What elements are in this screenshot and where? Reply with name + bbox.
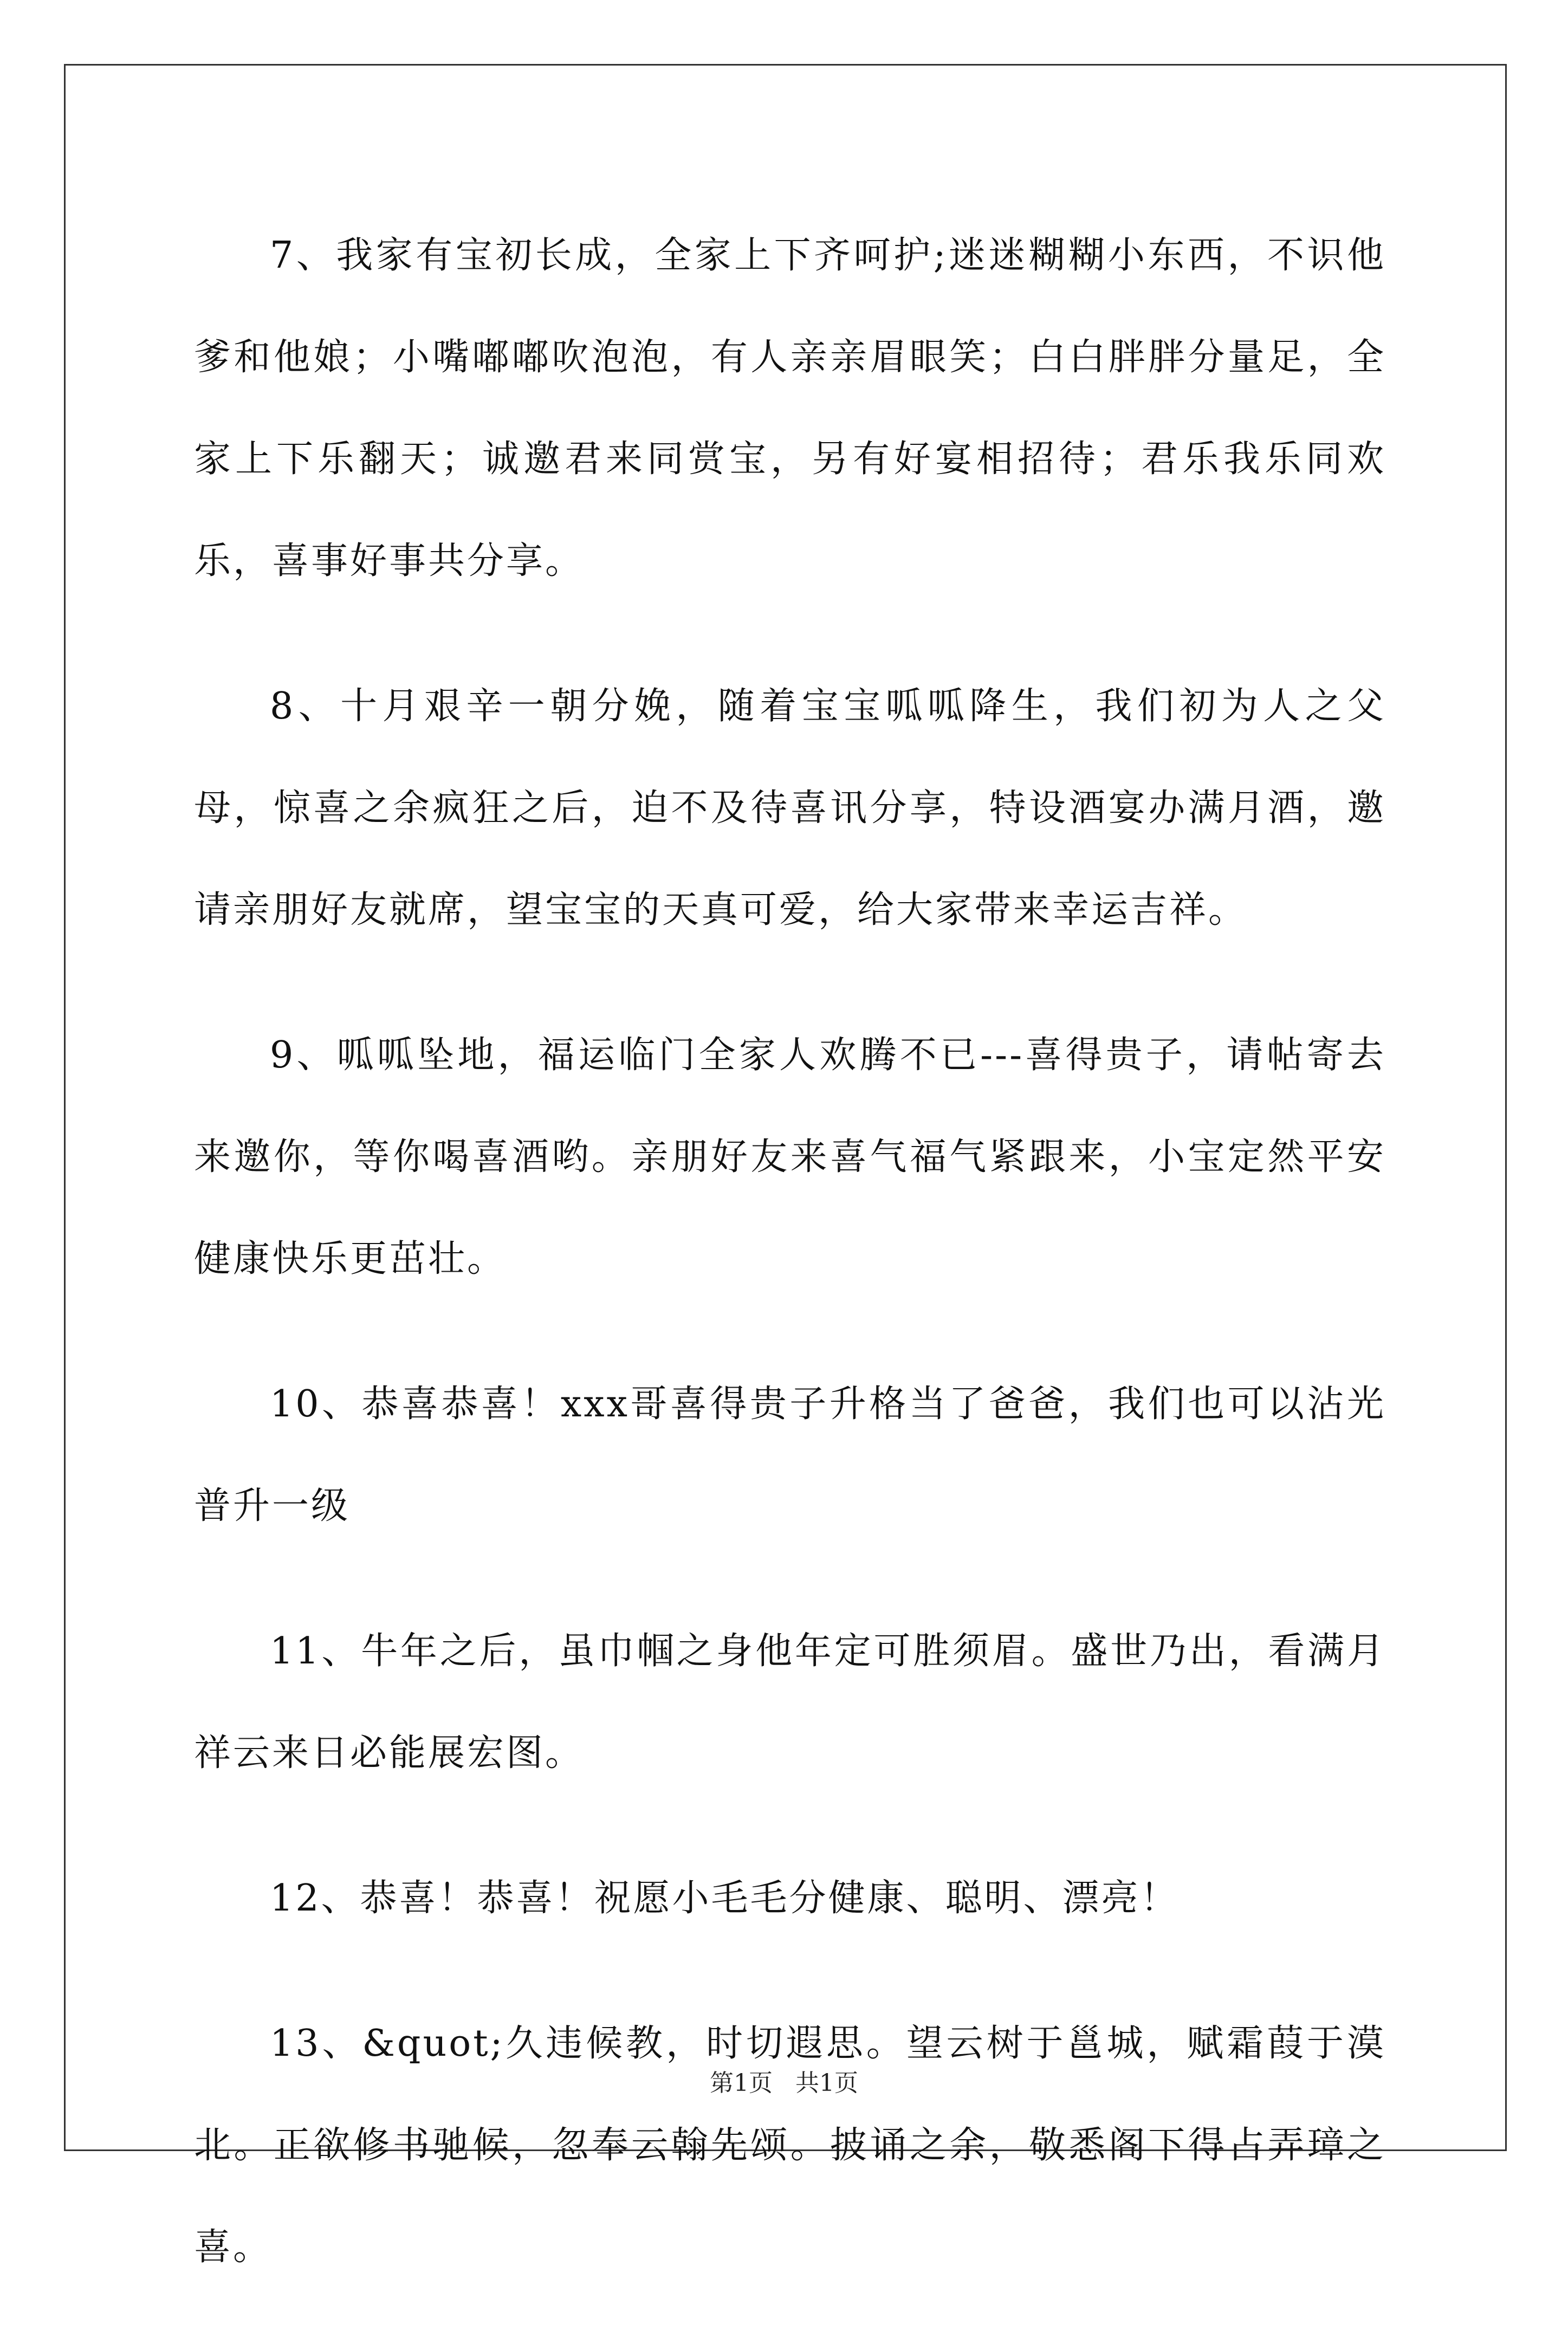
page-footer	[0, 2063, 1568, 2098]
paragraph-12: 12、恭喜！恭喜！祝愿小毛毛分健康、聪明、漂亮！	[270, 1877, 1180, 1920]
paragraph-7: 7、我家有宝初长成，全家上下齐呵护;迷迷糊糊小东西，不识他爹和他娘；小嘴嘟嘟吹泡泡，有人亲亲眉眼笑；白白胖胖分量足，全家上下乐翻天；诚邀君来同赏宝，另有好宴相招待；君乐我乐同欢乐，喜事好事共分享。	[194, 234, 1386, 582]
paragraph-10: 10、恭喜恭喜！xxx哥喜得贵子升格当了爸爸，我们也可以沾光普升一级	[194, 1383, 1386, 1527]
paragraph-8: 8、十月艰辛一朝分娩，随着宝宝呱呱降生，我们初为人之父母，惊喜之余疯狂之后，迫不及待喜讯分享，特设酒宴办满月酒，邀请亲朋好友就席，望宝宝的天真可爱，给大家带来幸运吉祥。	[194, 685, 1386, 931]
page-total: 共1页	[795, 2069, 858, 2097]
paragraph-11: 11、牛年之后，虽巾帼之身他年定可胜须眉。盛世乃出，看满月祥云来日必能展宏图。	[194, 1630, 1386, 1775]
page-number: 第1页	[710, 2069, 773, 2097]
paragraph-13: 13、&quot;久违候教，时切遐思。望云树于邕城，赋霜葭于漠北。正欲修书驰候，忽奉云翰先颂。披诵之余，敬悉阁下得占弄璋之喜。	[194, 2022, 1386, 2269]
paragraph-9: 9、呱呱坠地，福运临门全家人欢腾不已---喜得贵子，请帖寄去来邀你，等你喝喜酒哟。亲朋好友来喜气福气紧跟来，小宝定然平安健康快乐更茁壮。	[194, 1034, 1386, 1280]
document-body	[194, 205, 1386, 2344]
